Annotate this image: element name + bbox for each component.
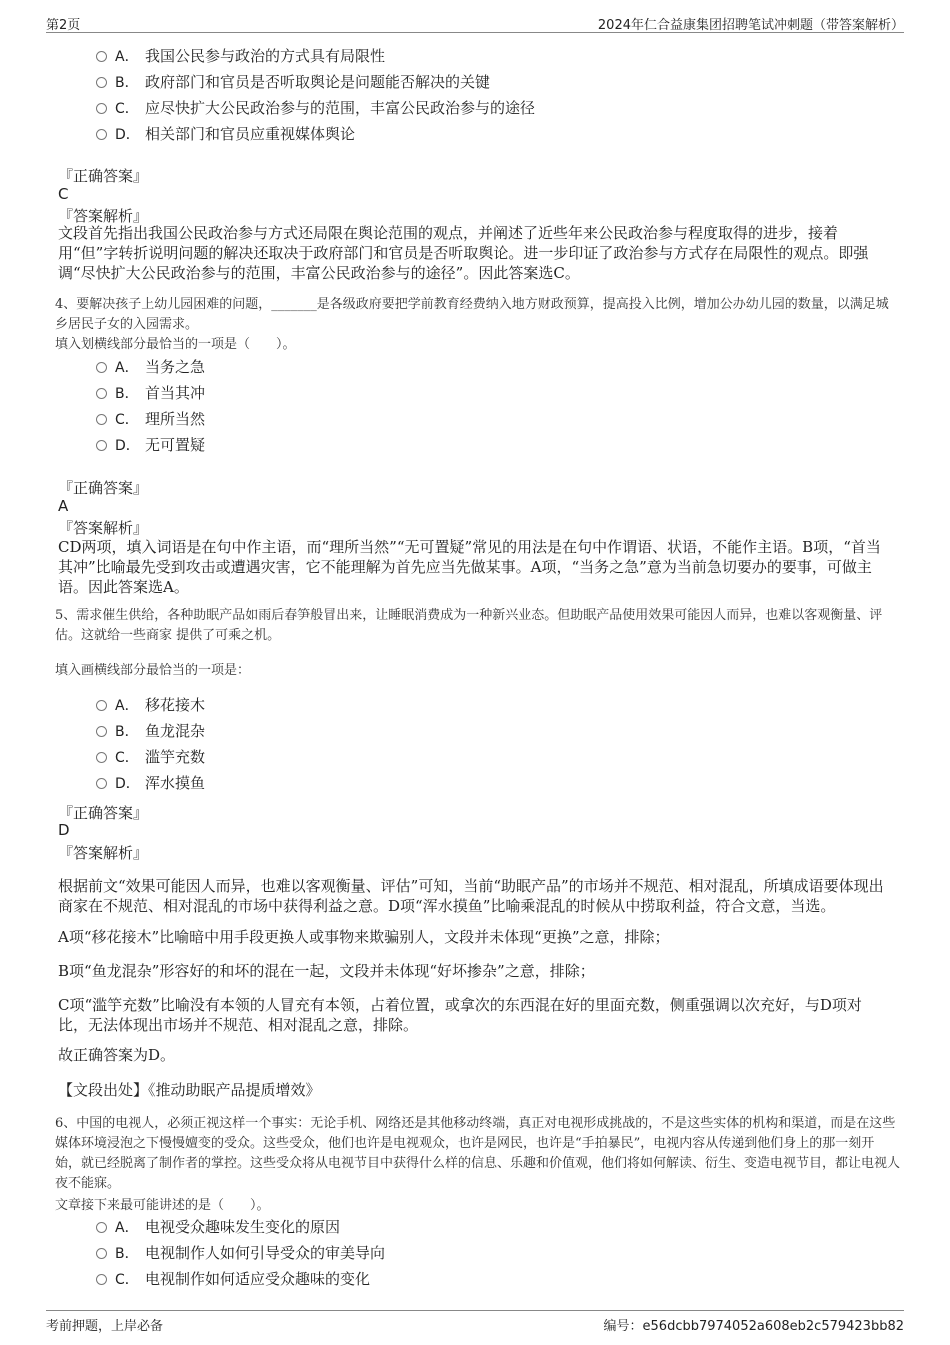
q6-option-c[interactable]: C． 电视制作如何适应受众趣味的变化 bbox=[96, 1268, 370, 1290]
analysis-label: 『答案解析』 bbox=[58, 519, 149, 537]
option-text: 当务之急 bbox=[145, 358, 206, 376]
q5-analysis-para: B项“鱼龙混杂”形容好的和坏的混在一起，文段并未体现“好坏掺杂”之意，排除； bbox=[58, 962, 595, 980]
option-text: 电视受众趣味发生变化的原因 bbox=[145, 1218, 341, 1236]
q3-option-b[interactable]: B． 政府部门和官员是否听取舆论是问题能否解决的关键 bbox=[96, 71, 490, 93]
option-text: 理所当然 bbox=[145, 410, 206, 428]
radio-icon[interactable] bbox=[96, 129, 107, 140]
q5-option-d[interactable]: D． 浑水摸鱼 bbox=[96, 772, 205, 794]
radio-icon[interactable] bbox=[96, 778, 107, 789]
radio-icon[interactable] bbox=[96, 51, 107, 62]
q5-answer: D bbox=[58, 821, 70, 839]
answer-label: 『正确答案』 bbox=[58, 479, 149, 497]
answer-label: 『正确答案』 bbox=[58, 804, 149, 822]
page-header bbox=[46, 14, 904, 33]
radio-icon[interactable] bbox=[96, 726, 107, 737]
option-text: 我国公民参与政治的方式具有局限性 bbox=[145, 47, 386, 65]
radio-icon[interactable] bbox=[96, 362, 107, 373]
footer-slogan: 考前押题，上岸必备 bbox=[46, 1319, 164, 1334]
option-text: 移花接木 bbox=[145, 696, 206, 714]
q5-analysis-para: A项“移花接木”比喻暗中用手段更换人或事物来欺骗别人，文段并未体现“更换”之意，排除； bbox=[58, 928, 670, 946]
q5-option-a[interactable]: A． 移花接木 bbox=[96, 694, 205, 716]
q4-option-d[interactable]: D． 无可置疑 bbox=[96, 434, 205, 456]
q3-analysis: 文段首先指出我国公民政治参与方式还局限在舆论范围的观点，并阐述了近些年来公民政治参与程度取得的进步，接着用“但”字转折说明问题的解决还取决于政府部门和官员是否听取舆论。进一步印证了政治参与方式存在局限性的观点。即强调“尽快扩大公民政治参与的范围，丰富公民政治参与的途径”。因此答案选C。 bbox=[58, 224, 869, 282]
q6-stem: 6、中国的电视人，必须正视这样一个事实：无论手机、网络还是其他移动终端，真正对电视形成挑战的，不是这些实体的机构和渠道，而是在这些媒体环境浸泡之下慢慢嬗变的受众。这些受众，他们也许是电视观众，也许是网民，也许是“手拍暴民”，电视内容从传递到他们身上的那一刻开始，就已经脱离了制作者的掌控。这些受众将从电视节目中获得什么样的信息、乐趣和价值观，他们将如何解读、衍生、变造电视节目，都让电视人夜不能寐。 bbox=[55, 1116, 901, 1191]
q5-source: 【文段出处】《推动助眠产品提质增效》 bbox=[58, 1081, 321, 1099]
q5-analysis-para: 根据前文“效果可能因人而异，也难以客观衡量、评估”可知，当前“助眠产品”的市场并不规范、相对混乱，所填成语要体现出商家在不规范、相对混乱的市场中获得利益之意。D项“浑水摸鱼”比喻乘混乱的时候从中捞取利益，符合文意，当选。 bbox=[58, 877, 884, 915]
q5-stem: 5、需求催生供给，各种助眠产品如雨后春笋般冒出来，让睡眠消费成为一种新兴业态。但助眠产品使用效果可能因人而异，也难以客观衡量、评估。这就给一些商家 提供了可乘之机。 bbox=[55, 608, 883, 643]
radio-icon[interactable] bbox=[96, 1274, 107, 1285]
q4-stem: 4、要解决孩子上幼儿园困难的问题，_______是各级政府要把学前教育经费纳入地方财政预算，提高投入比例，增加公办幼儿园的数量，以满足城乡居民子女的入园需求。 bbox=[55, 297, 889, 332]
q3-option-c[interactable]: C． 应尽快扩大公民政治参与的范围，丰富公民政治参与的途径 bbox=[96, 97, 535, 119]
q5-option-c[interactable]: C． 滥竽充数 bbox=[96, 746, 205, 768]
document-title: 2024年仁合益康集团招聘笔试冲刺题（带答案解析） bbox=[597, 18, 904, 33]
radio-icon[interactable] bbox=[96, 752, 107, 763]
radio-icon[interactable] bbox=[96, 1248, 107, 1259]
answer-label: 『正确答案』 bbox=[58, 167, 149, 185]
radio-icon[interactable] bbox=[96, 77, 107, 88]
option-text: 浑水摸鱼 bbox=[145, 774, 206, 792]
option-text: 相关部门和官员应重视媒体舆论 bbox=[145, 125, 356, 143]
option-text: 电视制作人如何引导受众的审美导向 bbox=[145, 1244, 386, 1262]
radio-icon[interactable] bbox=[96, 1222, 107, 1233]
q5-prompt: 填入画横线部分最恰当的一项是： bbox=[55, 663, 251, 678]
radio-icon[interactable] bbox=[96, 388, 107, 399]
q4-analysis: CD两项，填入词语是在句中作主语，而“理所当然”“无可置疑”常见的用法是在句中作谓语、状语，不能作主语。B项，“首当其冲”比喻最先受到攻击或遭遇灾害，它不能理解为首先应当先做某事。A项，“当务之急”意为当前急切要办的要事，可做主语。因此答案选A。 bbox=[58, 538, 881, 596]
option-text: 电视制作如何适应受众趣味的变化 bbox=[145, 1270, 371, 1288]
q6-option-b[interactable]: B． 电视制作人如何引导受众的审美导向 bbox=[96, 1242, 385, 1264]
q6-prompt: 文章接下来最可能讲述的是（ ）。 bbox=[55, 1198, 270, 1213]
analysis-label: 『答案解析』 bbox=[58, 844, 149, 862]
page-footer bbox=[46, 1310, 904, 1333]
q4-option-c[interactable]: C． 理所当然 bbox=[96, 408, 205, 430]
radio-icon[interactable] bbox=[96, 103, 107, 114]
page-number: 第2页 bbox=[46, 18, 81, 33]
radio-icon[interactable] bbox=[96, 440, 107, 451]
option-text: 政府部门和官员是否听取舆论是问题能否解决的关键 bbox=[145, 73, 491, 91]
q3-answer: C bbox=[58, 185, 69, 203]
analysis-label: 『答案解析』 bbox=[58, 207, 149, 225]
q3-option-d[interactable]: D． 相关部门和官员应重视媒体舆论 bbox=[96, 123, 355, 145]
option-text: 滥竽充数 bbox=[145, 748, 206, 766]
document-code: 编号：e56dcbb7974052a608eb2c579423bb82 bbox=[603, 1319, 904, 1334]
q5-option-b[interactable]: B． 鱼龙混杂 bbox=[96, 720, 205, 742]
q5-analysis-para: C项“滥竽充数”比喻没有本领的人冒充有本领，占着位置，或拿次的东西混在好的里面充数，侧重强调以次充好，与D项对比，无法体现出市场并不规范、相对混乱之意，排除。 bbox=[58, 996, 862, 1034]
radio-icon[interactable] bbox=[96, 700, 107, 711]
q4-option-a[interactable]: A． 当务之急 bbox=[96, 356, 205, 378]
q3-option-a[interactable]: A． 我国公民参与政治的方式具有局限性 bbox=[96, 45, 385, 67]
option-text: 首当其冲 bbox=[145, 384, 206, 402]
option-text: 无可置疑 bbox=[145, 436, 206, 454]
q5-analysis-para: 故正确答案为D。 bbox=[58, 1046, 176, 1064]
q6-option-a[interactable]: A． 电视受众趣味发生变化的原因 bbox=[96, 1216, 340, 1238]
q4-option-b[interactable]: B． 首当其冲 bbox=[96, 382, 205, 404]
q4-answer: A bbox=[58, 497, 69, 515]
option-text: 鱼龙混杂 bbox=[145, 722, 206, 740]
option-text: 应尽快扩大公民政治参与的范围，丰富公民政治参与的途径 bbox=[145, 99, 536, 117]
q4-prompt: 填入划横线部分最恰当的一项是（ ）。 bbox=[55, 337, 296, 352]
radio-icon[interactable] bbox=[96, 414, 107, 425]
